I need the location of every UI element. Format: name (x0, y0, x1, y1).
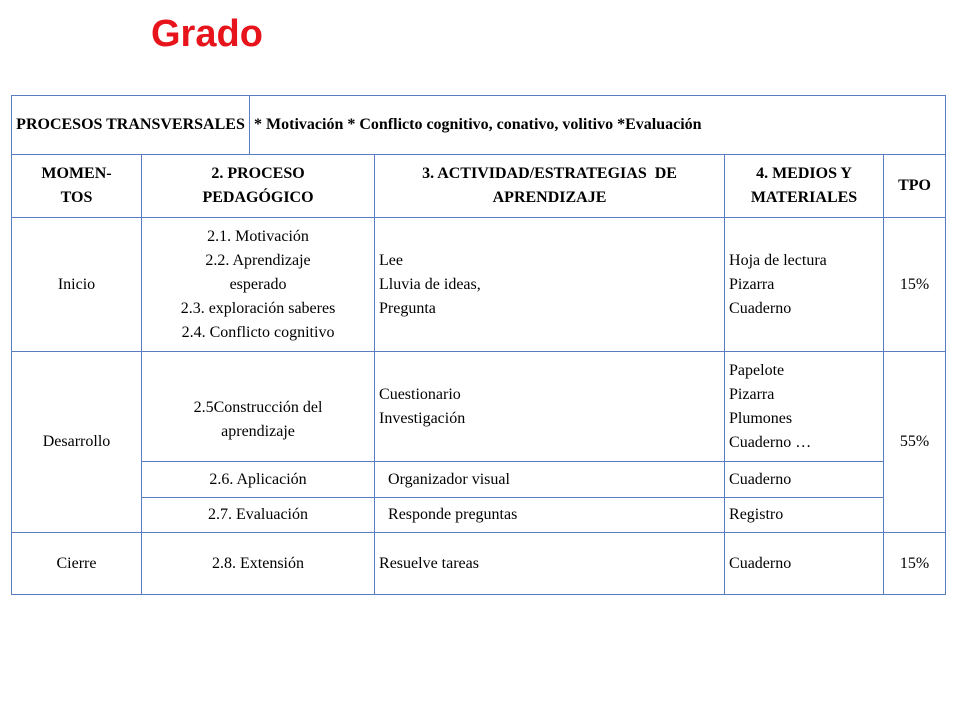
header-actividad (375, 155, 725, 218)
medios-inicio-line-2: Pizarra (729, 275, 775, 293)
row-desarrollo-evaluacion (12, 498, 946, 533)
header-actividad-line-1: 3. ACTIVIDAD/ESTRATEGIAS DE (422, 165, 677, 182)
actividad-inicio-line-1: Lee (379, 251, 403, 269)
medios-inicio-line-3: Cuaderno (729, 299, 792, 317)
medios-construccion-line-1: Papelote (729, 361, 785, 379)
proceso-inicio-line-5: 2.4. Conflicto cognitivo (181, 323, 335, 341)
page-title: Grado (151, 13, 263, 55)
row-cierre (12, 533, 946, 595)
proceso-inicio-line-4: 2.3. exploración saberes (180, 299, 336, 317)
header-row (12, 155, 946, 218)
session-plan-table (11, 95, 946, 595)
proceso-evaluacion: 2.7. Evaluación (142, 498, 375, 533)
proceso-construccion-line-2: aprendizaje (221, 422, 295, 440)
proceso-construccion-line-1: 2.5Construcción del (193, 398, 323, 416)
proceso-inicio-line-2: 2.2. Aprendizaje (205, 251, 311, 269)
actividad-construccion-line-1: Cuestionario (379, 385, 461, 403)
row-inicio (12, 218, 946, 352)
actividad-aplicacion: Organizador visual (375, 462, 725, 498)
medios-cierre: Cuaderno (725, 533, 884, 595)
transversal-value: * Motivación * Conflicto cognitivo, conativo, volitivo *Evaluación (250, 96, 946, 155)
row-desarrollo-aplicacion (12, 462, 946, 498)
tpo-inicio: 15% (884, 218, 946, 352)
tpo-desarrollo: 55% (884, 352, 946, 533)
row-desarrollo-construccion (12, 352, 946, 462)
actividad-inicio-line-3: Pregunta (379, 299, 436, 317)
header-proceso-line-1: 2. PROCESO (211, 165, 305, 182)
medios-inicio-line-1: Hoja de lectura (729, 251, 827, 269)
medios-construccion-line-4: Cuaderno … (729, 433, 812, 451)
actividad-cierre: Resuelve tareas (375, 533, 725, 595)
header-momentos (12, 155, 142, 218)
momento-cierre: Cierre (12, 533, 142, 595)
proceso-inicio-line-1: 2.1. Motivación (207, 227, 309, 245)
header-momentos-line-1: MOMEN- (41, 165, 112, 182)
tpo-cierre: 15% (884, 533, 946, 595)
medios-inicio (725, 218, 884, 352)
proceso-inicio-line-3: esperado (229, 275, 287, 293)
medios-construccion-line-3: Plumones (729, 409, 793, 427)
header-proceso (142, 155, 375, 218)
transversal-row (12, 96, 946, 155)
proceso-inicio (142, 218, 375, 352)
momento-desarrollo: Desarrollo (12, 352, 142, 533)
medios-evaluacion: Registro (725, 498, 884, 533)
proceso-cierre: 2.8. Extensión (142, 533, 375, 595)
actividad-construccion (375, 352, 725, 462)
header-medios-line-2: MATERIALES (750, 189, 858, 206)
actividad-inicio (375, 218, 725, 352)
actividad-inicio-line-2: Lluvia de ideas, (379, 275, 481, 293)
medios-construccion (725, 352, 884, 462)
momento-inicio: Inicio (12, 218, 142, 352)
header-medios (725, 155, 884, 218)
proceso-construccion (142, 352, 375, 462)
transversal-label: PROCESOS TRANSVERSALES (12, 96, 250, 155)
actividad-evaluacion: Responde preguntas (375, 498, 725, 533)
actividad-construccion-line-2: Investigación (379, 409, 466, 427)
header-tpo: TPO (884, 155, 946, 218)
header-momentos-line-2: TOS (60, 189, 93, 206)
header-medios-line-1: 4. MEDIOS Y (756, 165, 852, 182)
header-actividad-line-2: APRENDIZAJE (492, 189, 607, 206)
header-proceso-line-2: PEDAGÓGICO (202, 189, 314, 206)
medios-construccion-line-2: Pizarra (729, 385, 775, 403)
proceso-aplicacion: 2.6. Aplicación (142, 462, 375, 498)
medios-aplicacion: Cuaderno (725, 462, 884, 498)
